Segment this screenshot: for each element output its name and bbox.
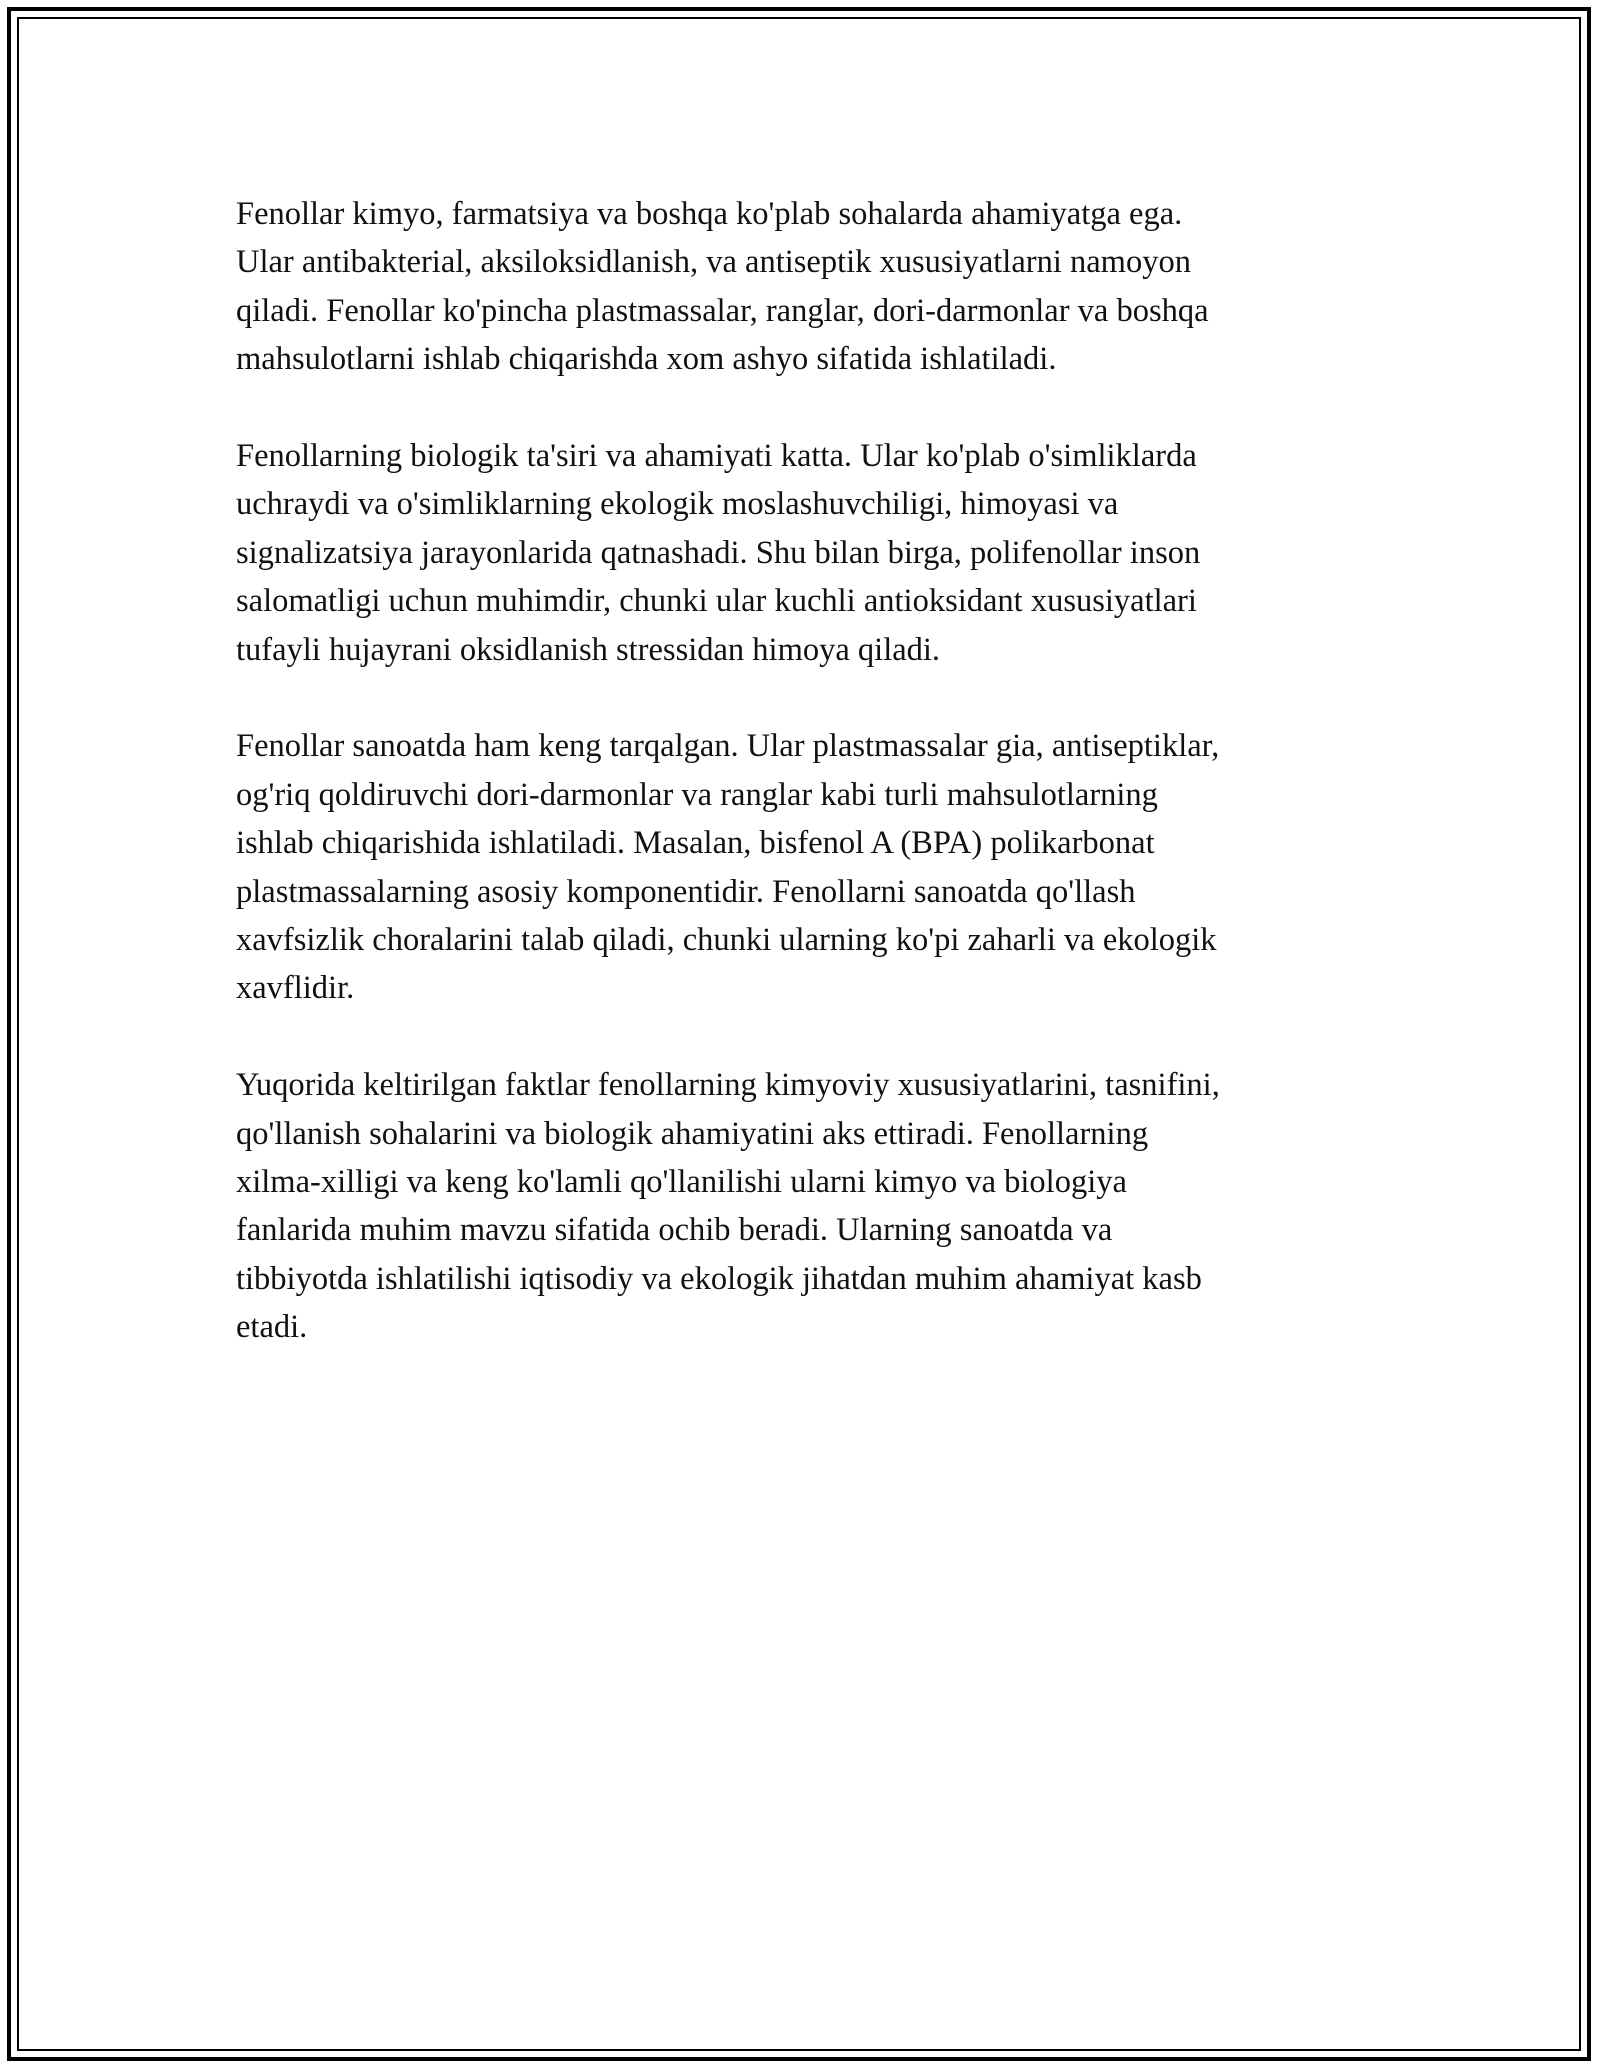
paragraph-line: Yuqorida keltirilgan faktlar fenollarning kimyoviy xususiyatlarini, tasnifini,	[236, 1067, 1220, 1104]
document-body	[236, 190, 1366, 1400]
paragraph-line: plastmassalarning asosiy komponentidir. Fenollarni sanoatda qo'llash	[236, 873, 1136, 910]
paragraph-line: xavflidir.	[236, 970, 355, 1007]
paragraph-line: xavfsizlik choralarini talab qiladi, chunki ularning ko'pi zaharli va ekologik	[236, 922, 1217, 959]
paragraph-line: signalizatsiya jarayonlarida qatnashadi. Shu bilan birga, polifenollar inson	[236, 534, 1201, 571]
paragraph-line: tufayli hujayrani oksidlanish stressidan himoya qiladi.	[236, 631, 941, 668]
paragraph-line: uchraydi va o'simliklarning ekologik moslashuvchiligi, himoyasi va	[236, 486, 1119, 523]
paragraph-4	[236, 1061, 1366, 1351]
paragraph-line: ishlab chiqarishida ishlatiladi. Masalan, bisfenol A (BPA) polikarbonat	[236, 825, 1155, 862]
paragraph-line: Fenollarning biologik ta'siri va ahamiyati katta. Ular ko'plab o'simliklarda	[236, 438, 1197, 475]
paragraph-line: Ular antibakterial, aksiloksidlanish, va antiseptik xususiyatlarni namoyon	[236, 244, 1191, 281]
paragraph-line: Fenollar sanoatda ham keng tarqalgan. Ular plastmassalar gia, antiseptiklar,	[236, 728, 1220, 765]
paragraph-line: qo'llanish sohalarini va biologik ahamiyatini aks ettiradi. Fenollarning	[236, 1115, 1149, 1152]
paragraph-line: xilma-xilligi va keng ko'lamli qo'llanilishi ularni kimyo va biologiya	[236, 1164, 1127, 1201]
paragraph-line: mahsulotlarni ishlab chiqarishda xom ashyo sifatida ishlatiladi.	[236, 341, 1057, 378]
paragraph-line: Fenollar kimyo, farmatsiya va boshqa ko'plab sohalarda ahamiyatga ega.	[236, 196, 1183, 232]
paragraph-line: qiladi. Fenollar ko'pincha plastmassalar, ranglar, dori-darmonlar va boshqa	[236, 292, 1209, 329]
paragraph-line: tibbiyotda ishlatilishi iqtisodiy va ekologik jihatdan muhim ahamiyat kasb	[236, 1260, 1202, 1297]
paragraph-line: fanlarida muhim mavzu sifatida ochib beradi. Ularning sanoatda va	[236, 1212, 1113, 1249]
paragraph-1	[236, 190, 1366, 384]
paragraph-line: etadi.	[236, 1309, 308, 1346]
paragraph-line: salomatligi uchun muhimdir, chunki ular kuchli antioksidant xususiyatlari	[236, 583, 1197, 620]
paragraph-3	[236, 722, 1366, 1012]
paragraph-2	[236, 432, 1366, 674]
paragraph-line: og'riq qoldiruvchi dori-darmonlar va ranglar kabi turli mahsulotlarning	[236, 776, 1158, 813]
